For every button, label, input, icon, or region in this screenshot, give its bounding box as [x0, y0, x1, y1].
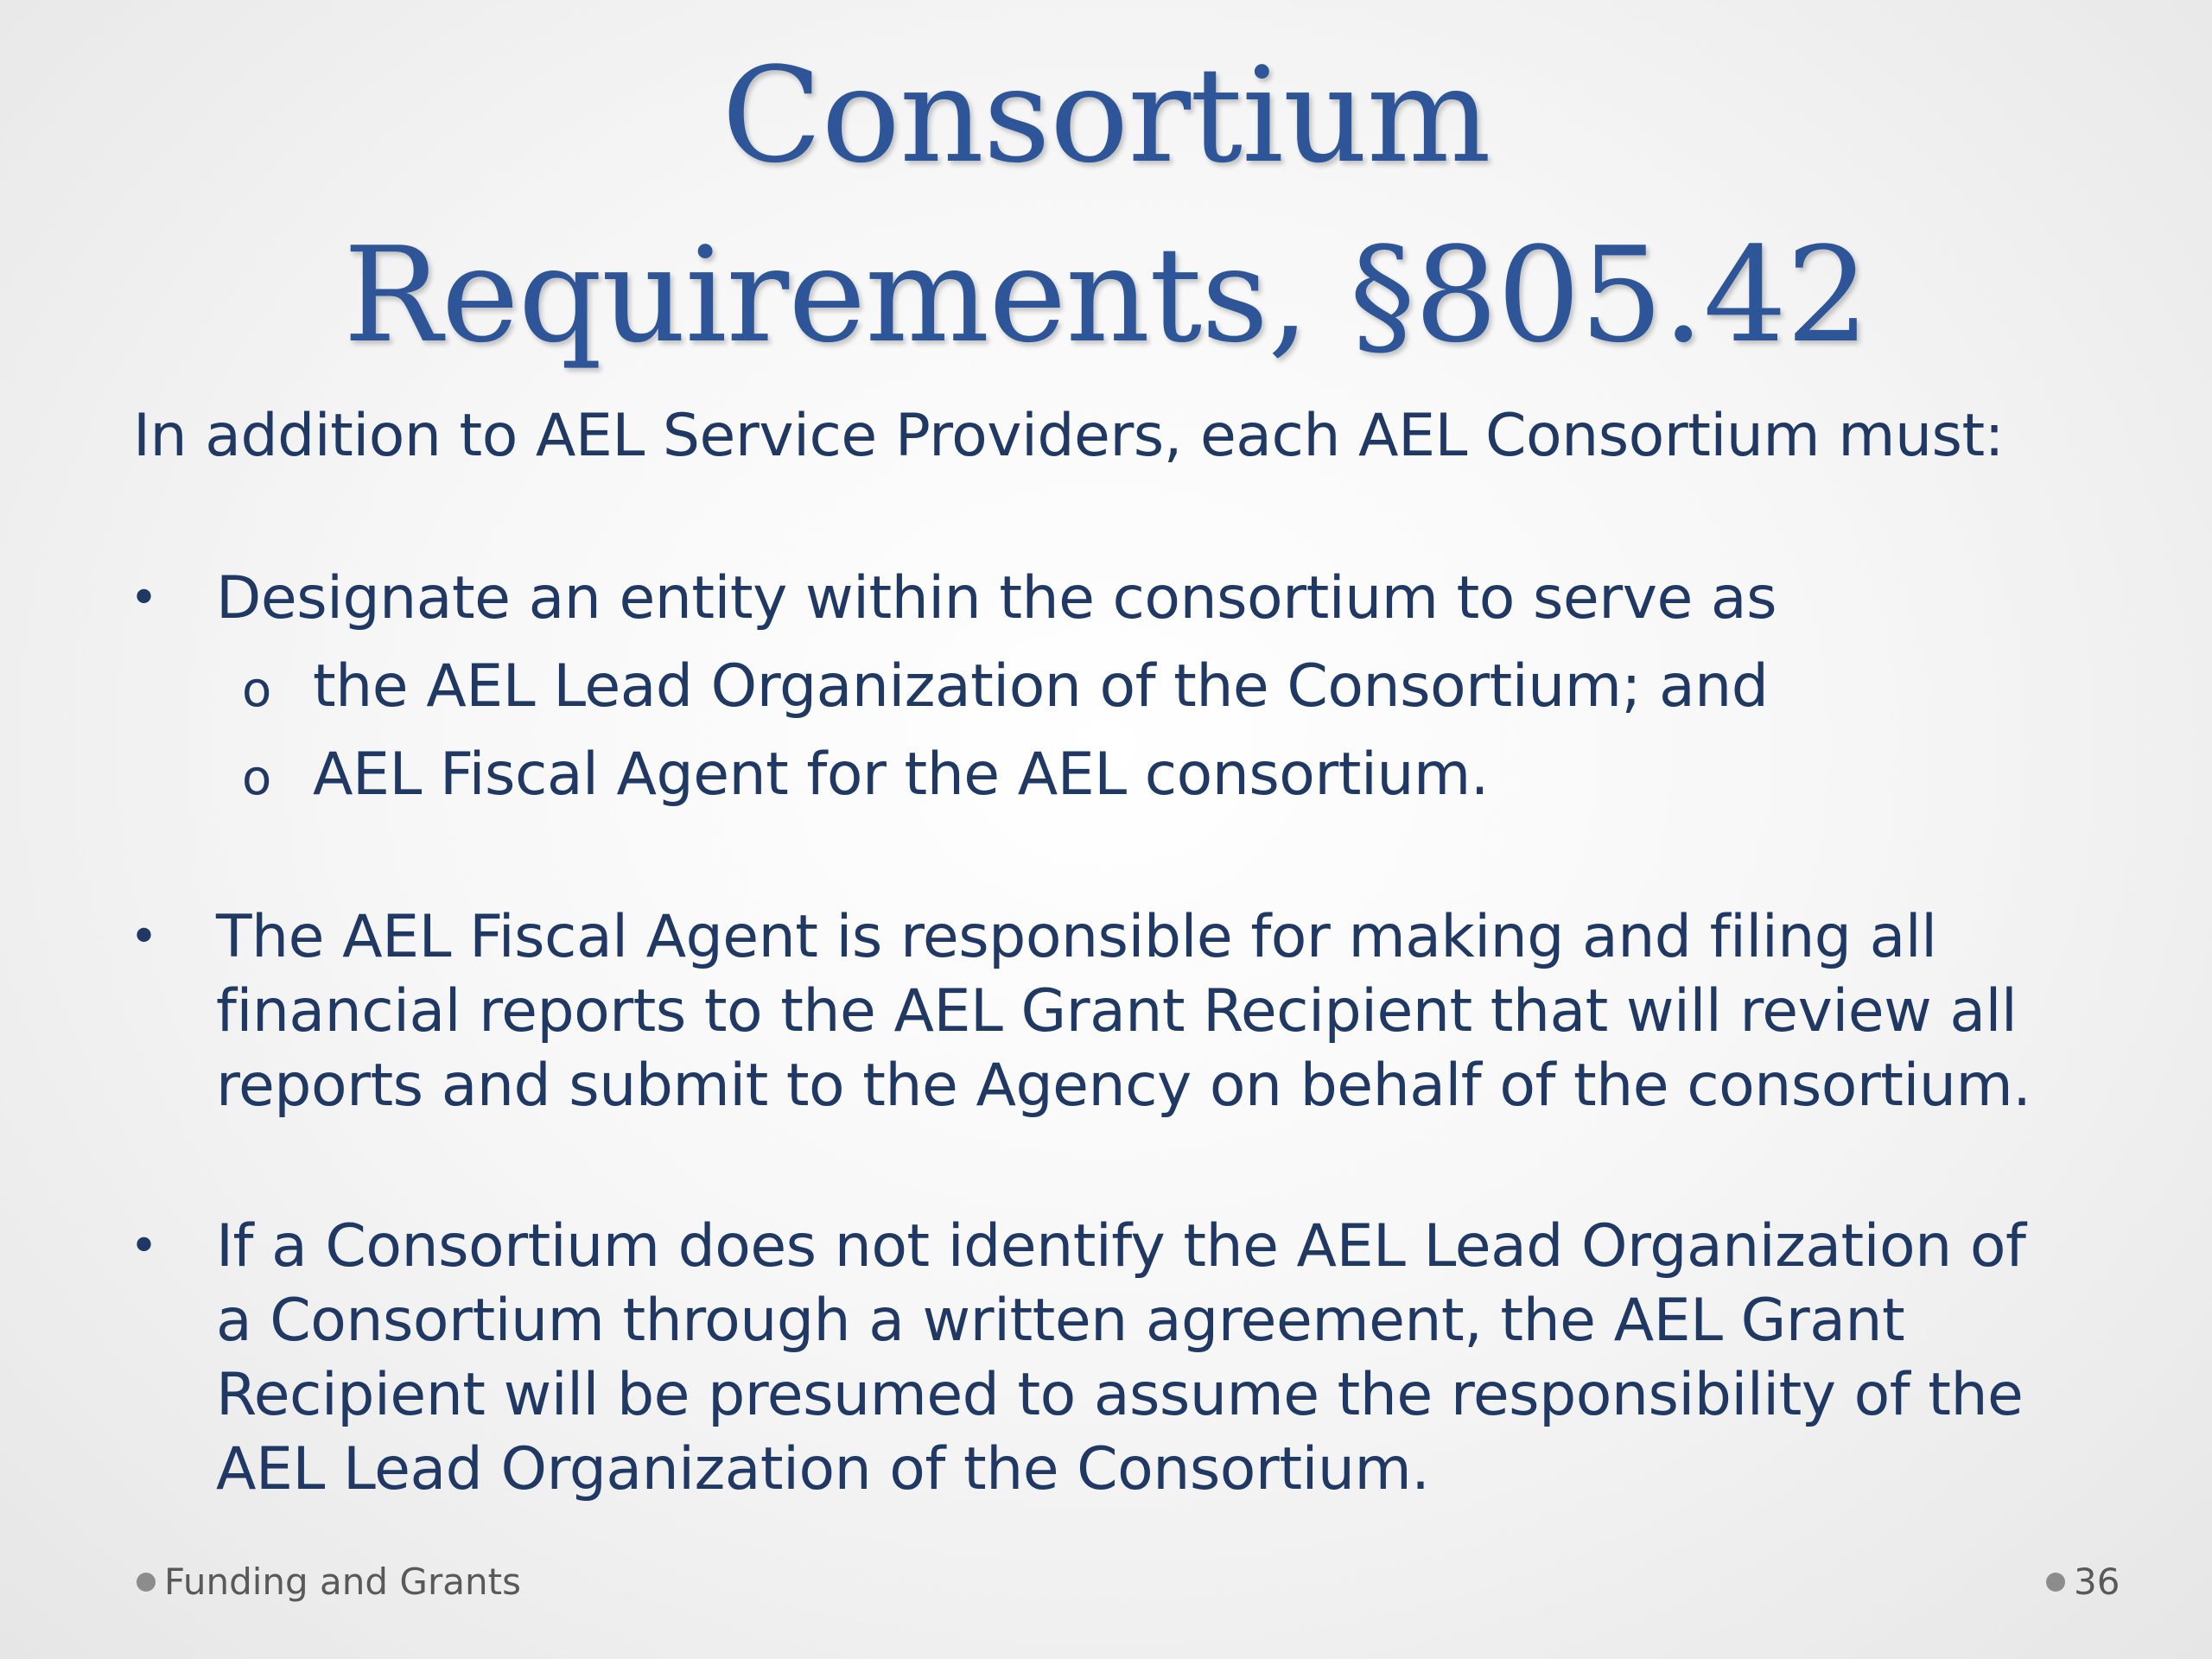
footer-page-number [2046, 1560, 2120, 1603]
bullet-marker: • [130, 1218, 158, 1274]
footer-left-text: Funding and Grants [164, 1560, 521, 1603]
sub-item-1-text: the AEL Lead Organization of the Consortium; and [313, 652, 1769, 721]
bullet-2-line-2: financial reports to the AEL Grant Recipient that will review all [216, 977, 2018, 1046]
bullet-2-line-3: reports and submit to the Agency on behalf of the consortium. [216, 1052, 2031, 1120]
footer-section-label [137, 1560, 521, 1603]
sub-bullet-marker: o [242, 662, 271, 718]
bullet-3-line-3: Recipient will be presumed to assume the responsibility of the [216, 1361, 2024, 1429]
bullet-3-line-2: a Consortium through a written agreement, the AEL Grant [216, 1287, 1905, 1355]
slide-title-line-2: Requirements, §805.42 [343, 219, 1869, 372]
sub-item-2-text: AEL Fiscal Agent for the AEL consortium. [313, 741, 1489, 809]
bullet-marker: • [130, 909, 158, 965]
bullet-1-line-1: Designate an entity within the consortium to serve as [216, 564, 1777, 632]
bullet-3-line-4: AEL Lead Organization of the Consortium. [216, 1435, 1430, 1503]
slide-title [0, 26, 2212, 385]
bullet-2-line-1: The AEL Fiscal Agent is responsible for making and filing all [216, 903, 1937, 971]
page-number: 36 [2074, 1560, 2120, 1603]
slide-title-line-1: Consortium [721, 39, 1491, 192]
bullet-3-line-1: If a Consortium does not identify the AEL Lead Organization of [216, 1212, 2026, 1281]
bullet-marker: • [130, 570, 158, 626]
footer-dot-icon [2046, 1573, 2065, 1592]
footer-dot-icon [137, 1573, 156, 1592]
intro-text: In addition to AEL Service Providers, each AEL Consortium must: [133, 402, 2005, 470]
sub-bullet-marker: o [242, 750, 271, 806]
